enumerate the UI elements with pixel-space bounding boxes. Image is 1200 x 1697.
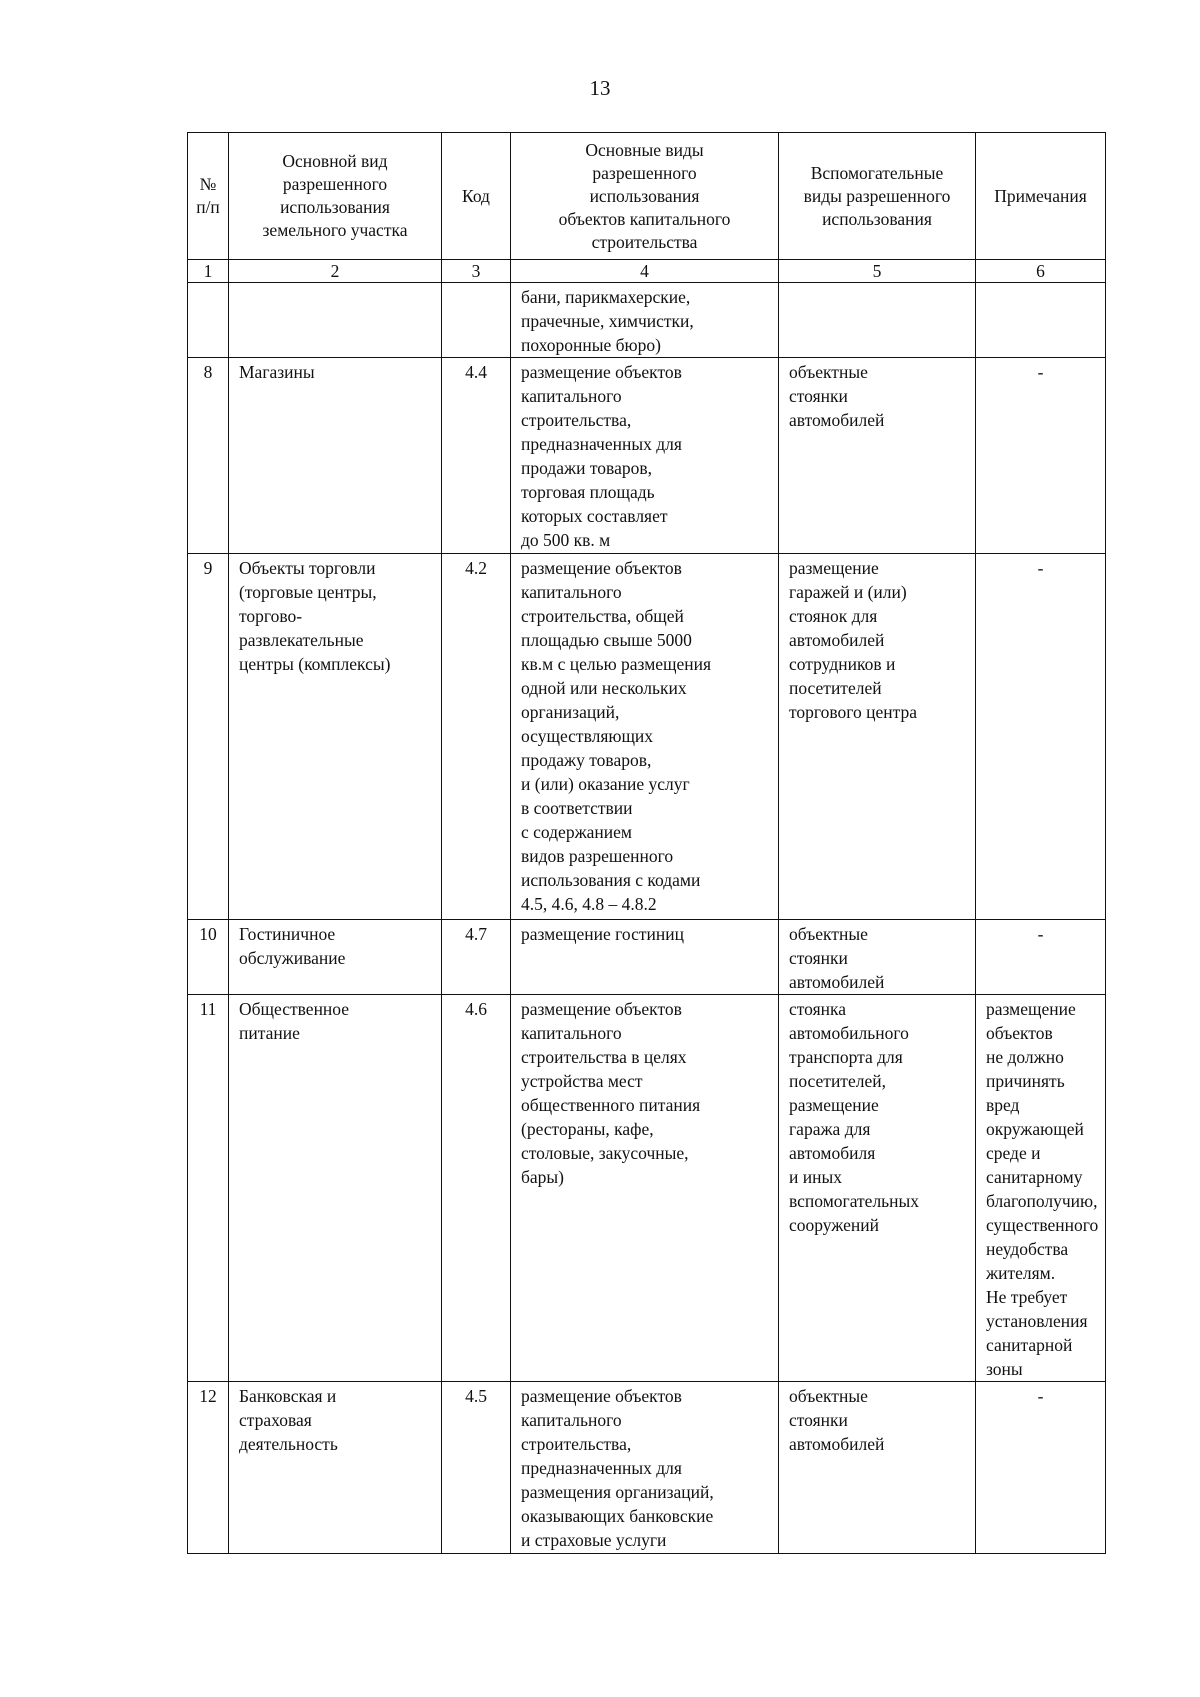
row-notes: - [976,554,1106,920]
row-num [188,283,229,358]
table-row [188,1382,1106,1554]
row-num: 8 [188,358,229,554]
table-row [188,554,1106,920]
row-notes: - [976,1382,1106,1554]
row-capital-use: размещение объектов капитального строительства, предназначенных для продажи товаров, торговая площадь которых составляет до 500 кв. м [511,358,779,554]
column-number-row [188,260,1106,283]
row-capital-use: размещение объектов капитального строительства, предназначенных для размещения организаций, оказывающих банковские и страховые услуги [511,1382,779,1554]
row-auxiliary [779,283,976,358]
row-num: 11 [188,995,229,1382]
row-auxiliary: стоянка автомобильного транспорта для посетителей, размещение гаража для автомобиля и иных вспомогательных сооружений [779,995,976,1382]
row-main-use [229,283,442,358]
header-capital-use: Основные виды разрешенного использования объектов капитального строительства [511,133,779,260]
table-row [188,358,1106,554]
row-num: 12 [188,1382,229,1554]
row-num: 10 [188,920,229,995]
row-auxiliary: объектные стоянки автомобилей [779,1382,976,1554]
row-auxiliary: объектные стоянки автомобилей [779,358,976,554]
row-capital-use: размещение гостиниц [511,920,779,995]
header-notes: Примечания [976,133,1106,260]
column-number: 1 [188,260,229,283]
table-row [188,283,1106,358]
row-capital-use: бани, парикмахерские, прачечные, химчистки, похоронные бюро) [511,283,779,358]
row-capital-use: размещение объектов капитального строительства, общей площадью свыше 5000 кв.м с целью размещения одной или нескольких организаций, осуществляющих продажу товаров, и (или) оказание услуг в соответствии с содержанием видов разрешенного использования с кодами 4.5, 4.6, 4.8 – 4.8.2 [511,554,779,920]
row-main-use: Общественное питание [229,995,442,1382]
row-notes: - [976,358,1106,554]
header-auxiliary: Вспомогательные виды разрешенного использования [779,133,976,260]
column-number: 5 [779,260,976,283]
page-number: 13 [589,76,611,100]
row-code: 4.4 [442,358,511,554]
row-auxiliary: объектные стоянки автомобилей [779,920,976,995]
row-code: 4.6 [442,995,511,1382]
row-notes: размещение объектов не должно причинять вред окружающей среде и санитарному благополучию, существенного неудобства жителям. Не требует установления санитарной зоны [976,995,1106,1382]
column-number: 3 [442,260,511,283]
row-code: 4.5 [442,1382,511,1554]
row-main-use: Банковская и страховая деятельность [229,1382,442,1554]
header-num: № п/п [188,133,229,260]
row-num: 9 [188,554,229,920]
row-capital-use: размещение объектов капитального строительства в целях устройства мест общественного питания (рестораны, кафе, столовые, закусочные, бары) [511,995,779,1382]
row-auxiliary: размещение гаражей и (или) стоянок для автомобилей сотрудников и посетителей торгового центра [779,554,976,920]
table-header [188,133,1106,260]
table-row [188,995,1106,1382]
header-code: Код [442,133,511,260]
row-notes [976,283,1106,358]
column-number: 4 [511,260,779,283]
row-code: 4.7 [442,920,511,995]
table-body [188,260,1106,1554]
row-main-use: Объекты торговли (торговые центры, торгово- развлекательные центры (комплексы) [229,554,442,920]
land-use-table [187,132,1106,1554]
row-main-use: Гостиничное обслуживание [229,920,442,995]
row-code [442,283,511,358]
column-number: 6 [976,260,1106,283]
row-notes: - [976,920,1106,995]
table-row [188,920,1106,995]
row-main-use: Магазины [229,358,442,554]
column-number: 2 [229,260,442,283]
row-code: 4.2 [442,554,511,920]
header-main-use: Основной вид разрешенного использования земельного участка [229,133,442,260]
